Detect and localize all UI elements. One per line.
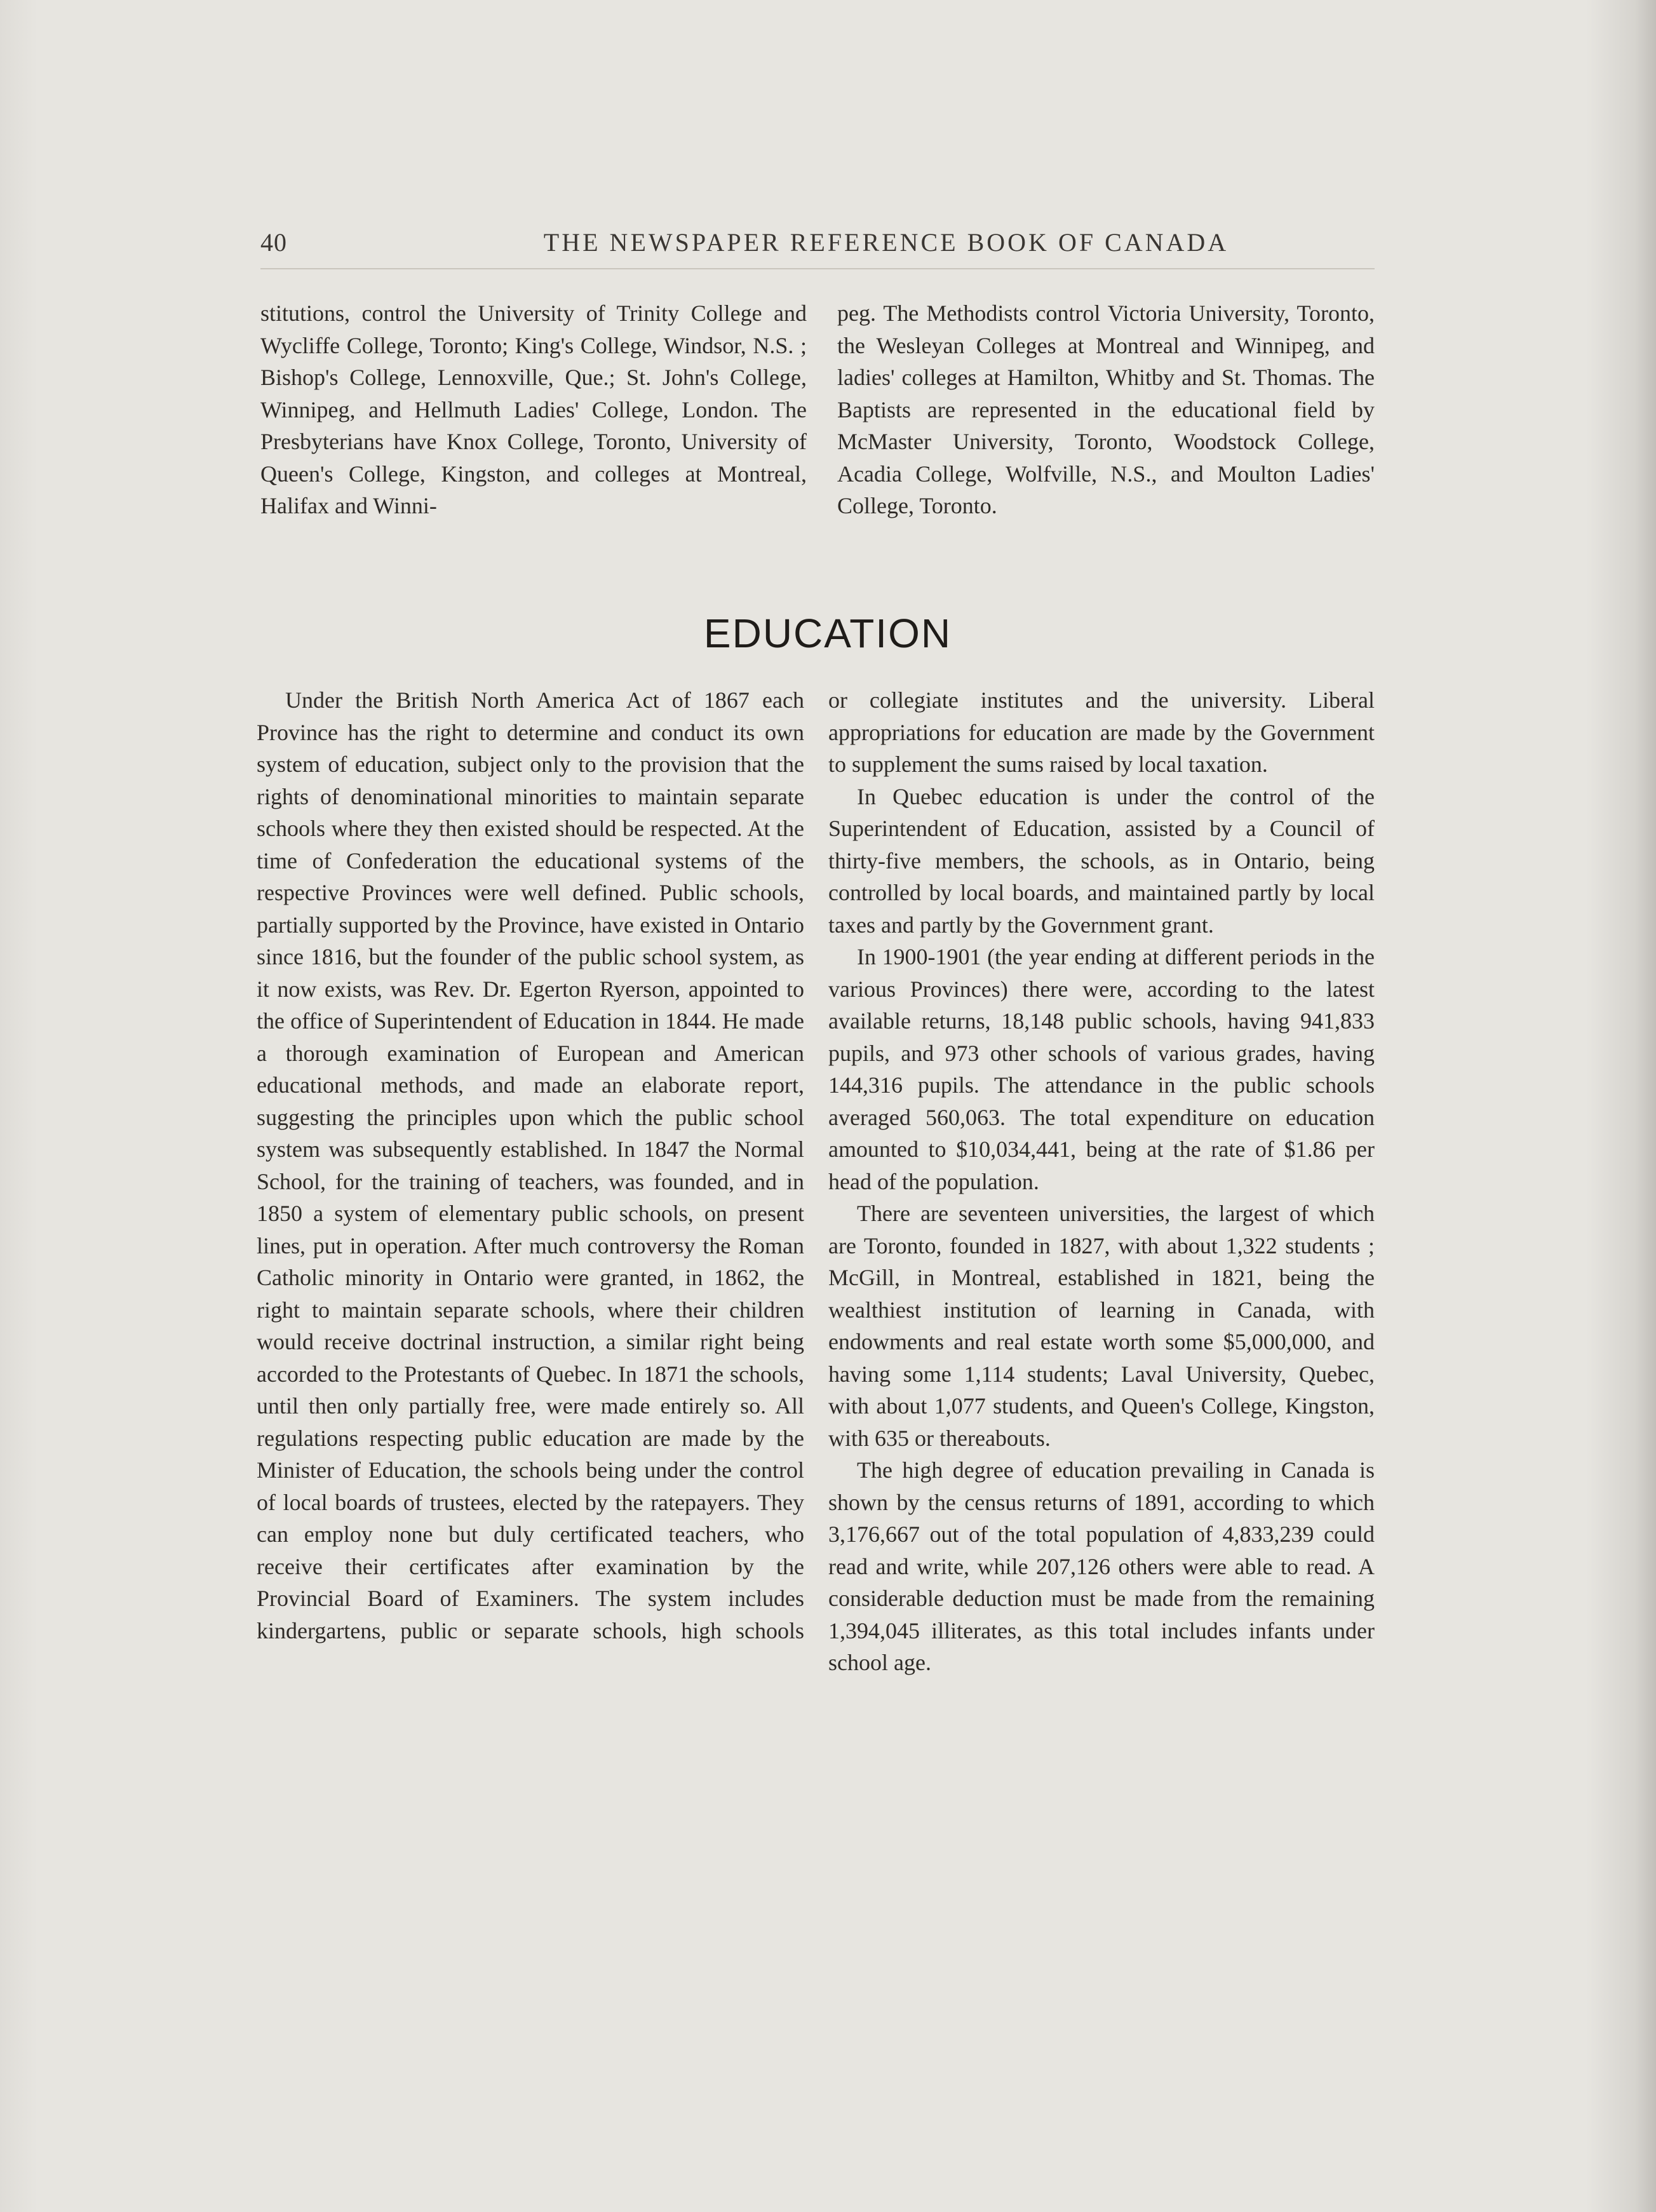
continued-text-left-column	[260, 297, 807, 522]
section-title: EDUCATION	[703, 610, 952, 656]
continued-paragraph-right: peg. The Methodists control Victoria University, Toronto, the Wesleyan Colleges at Montreal and Winnipeg, and ladies' colleges at Hamilton, Whitby and St. Thomas. The Baptists are represented in the educational field by McMaster University, Toronto, Woodstock College, Acadia College, Wolfville, N.S., and Moulton Ladies' College, Toronto.	[837, 300, 1375, 518]
education-paragraph: In 1900-1901 (the year ending at different periods in the various Provinces) there were, according to the latest available returns, 18,148 public schools, having 941,833 pupils, and 973 other schools of various grades, having 144,316 pupils. The attendance in the public schools averaged 560,063. The total expenditure on education amounted to $10,034,441, being at the rate of $1.86 per head of the population.	[828, 944, 1375, 1194]
header-rule	[260, 268, 1375, 269]
page-edge-shadow-left	[0, 0, 38, 2212]
education-paragraph: or collegiate institutes and the university. Liberal appropriations for education are made by the Government to supplement the sums raised by local taxation.	[828, 687, 1375, 777]
page-edge-shadow-right	[1586, 0, 1656, 2212]
education-paragraph: The high degree of education prevailing in Canada is shown by the census returns of 1891, according to which 3,176,667 out of the total population of 4,833,239 could read and write, while 207,126 others were able to read. A considerable deduction must be made from the remaining 1,394,045 illiterates, as this total includes infants under school age.	[828, 1457, 1375, 1675]
continued-paragraph-left: stitutions, control the University of Trinity College and Wycliffe College, Toronto; King's College, Windsor, N.S. ; Bishop's College, Lennoxville, Que.; St. John's College, Winnipeg, and Hellmuth Ladies' College, London. The Presbyterians have Knox College, Toronto, University of Queen's College, Kingston, and colleges at Montreal, Halifax and Winni-	[260, 300, 807, 518]
education-paragraph: In Quebec education is under the control of the Superintendent of Education, assisted by a Council of thirty-five members, the schools, as in Ontario, being controlled by local boards, and maintained partly by local taxes and partly by the Government grant.	[828, 783, 1375, 938]
running-header	[260, 227, 1375, 272]
education-paragraph: There are seventeen universities, the largest of which are Toronto, founded in 1827, with about 1,322 students ; McGill, in Montreal, established in 1821, being the wealthiest institution of learning in Canada, with endowments and real estate worth some $5,000,000, and having some 1,114 students; Laval University, Quebec, with about 1,077 students, and Queen's College, Kingston, with 635 or thereabouts.	[828, 1201, 1375, 1451]
page-number: 40	[260, 228, 287, 257]
education-paragraph: Under the British North America Act of 1867 each Province has the right to determine and conduct its own system of education, subject only to the provision that the rights of denominational minorities to maintain separate schools where they then existed should be respected. At the time of Confederation the educational systems of the respective Provinces were well defined. Public schools, partially supported by the Province, have existed in Ontario since 1816, but the founder of the public school system, as it now exists, was Rev. Dr. Egerton Ryerson, appointed to the office of Superintendent of Education in 1844. He made a thorough examination of European and American educational methods, and made an elaborate report, suggesting the principles upon which the public school system was subsequently established. In 1847 the Normal School, for the training of teachers, was founded, and in 1850 a system of elementary public schools, on present lines, put in operation. After much controversy the Roman Catholic minority in Ontario were granted, in 1862, the right to maintain separate schools, where their children would receive doctrinal instruction, a similar right being accorded to the Protestants of Quebec. In 1871 the schools, until then only partially free, were made entirely so. All regulations respecting public education are made by the Minister of Education, the schools being under the control of local boards of trustees, elected by the ratepayers. They can employ none but duly certificated teachers, who receive their certificates after examination by the Provincial Board of Examiners. The system includes kindergartens, public or separate schools, high schools	[257, 687, 804, 1643]
continued-text-right-column	[837, 297, 1375, 522]
book-title: THE NEWSPAPER REFERENCE BOOK OF CANADA	[543, 228, 1229, 257]
education-right-column	[828, 684, 1375, 1679]
education-left-column	[257, 684, 804, 1647]
